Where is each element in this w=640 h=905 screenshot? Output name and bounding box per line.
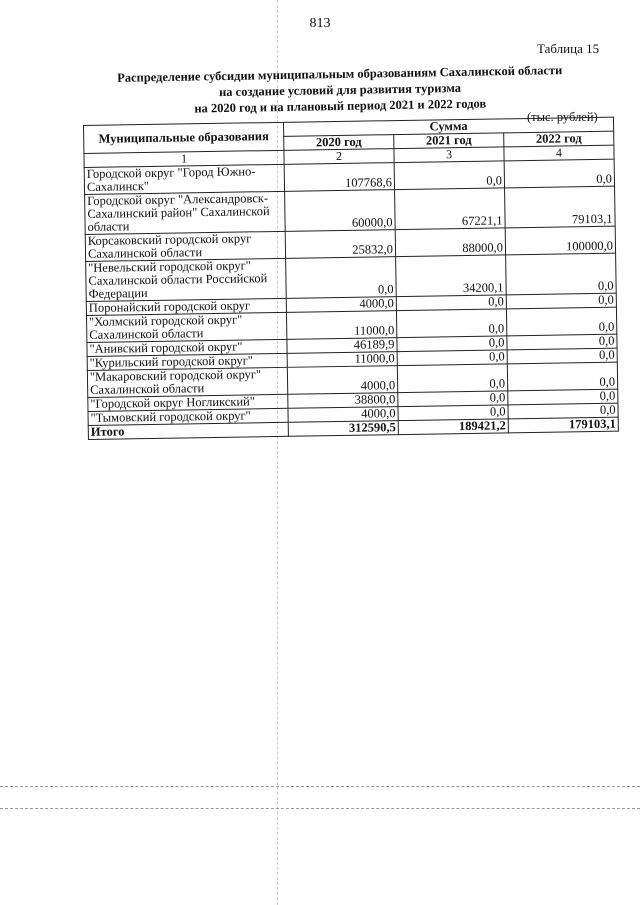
value-2022: 0,0 [508,403,618,419]
value-2021: 0,0 [398,405,508,421]
index-cell: 1 [84,150,284,167]
value-2022: 0,0 [507,334,617,350]
value-2020: 46189,9 [287,338,397,354]
municipality-name: "Тымовский городской округ" [88,408,288,425]
title-line-3: на 2020 год и на плановый период 2021 и 2022 годов [194,96,487,116]
header-sum: Сумма [283,117,613,136]
header-municipalities: Муниципальные образования [84,122,284,153]
value-2020: 11000,0 [286,311,396,340]
value-2021: 0,0 [396,295,506,311]
value-2020: 4000,0 [288,407,398,423]
total-2022: 179103,1 [508,417,618,433]
header-year-2022: 2022 год [504,131,614,147]
municipality-name: "Холмский городской округ" Сахалинской области [86,312,286,342]
municipality-name: Поронайский городской округ [86,298,286,315]
total-2020: 312590,5 [288,421,398,437]
value-2020: 25832,0 [285,230,395,259]
index-cell: 4 [504,145,614,161]
value-2021: 0,0 [397,364,507,393]
value-2022: 0,0 [504,159,614,188]
value-2021: 67221,1 [395,188,506,230]
municipality-name: "Анивский городской округ" [87,339,287,356]
value-2022: 100000,0 [505,226,615,255]
municipality-name: Городской округ "Александровск-Сахалинский район" Сахалинской области [85,191,286,234]
value-2021: 0,0 [397,336,507,352]
value-2020: 0,0 [286,257,397,299]
subsidy-table [83,117,619,440]
municipality-name: "Невельский городской округ" Сахалинской области Российской Федерации [86,258,287,301]
value-2020: 11000,0 [287,352,397,368]
header-year-2020: 2020 год [284,135,394,151]
title-line-1: Распределение субсидии муниципальным образованиям Сахалинской области [117,63,563,85]
title-line-2: на создание условий для развития туризма [218,80,462,100]
municipality-name: "Курильский городской округ" [87,353,287,370]
municipality-name: Городской округ "Город Южно-Сахалинск" [84,164,284,194]
value-2021: 0,0 [396,309,506,338]
value-2020: 4000,0 [287,366,397,395]
value-2022: 0,0 [506,293,616,309]
value-2022: 0,0 [507,348,617,364]
value-2022: 0,0 [507,362,617,391]
value-2022: 0,0 [508,389,618,405]
header-year-2021: 2021 год [394,133,504,149]
table-label: Таблица 15 [537,41,600,56]
value-2022: 0,0 [506,253,617,295]
value-2020: 107768,6 [284,163,394,192]
index-cell: 3 [394,147,504,163]
value-2021: 88000,0 [395,228,505,257]
value-2021: 0,0 [398,391,508,407]
value-2022: 0,0 [506,307,616,336]
scan-artifact-rule [0,786,640,787]
subsidy-table-wrapper [83,117,618,440]
index-cell: 2 [284,149,394,165]
scan-artifact-rule [0,808,640,809]
total-label: Итого [88,422,288,439]
value-2021: 0,0 [394,161,504,190]
value-2021: 34200,1 [396,255,507,297]
municipality-name: "Макаровский городской округ" Сахалинской области [87,367,287,397]
total-2021: 189421,2 [398,419,508,435]
value-2020: 4000,0 [286,297,396,313]
value-2021: 0,0 [397,350,507,366]
value-2022: 79103,1 [505,186,616,228]
units-label: (тыс. рублей) [527,110,598,124]
municipality-name: "Городской округ Ногликский" [88,394,288,411]
value-2020: 38800,0 [288,393,398,409]
value-2020: 60000,0 [285,190,396,232]
municipality-name: Корсаковский городской округ Сахалинской области [85,231,285,261]
page-number: 813 [309,16,331,31]
